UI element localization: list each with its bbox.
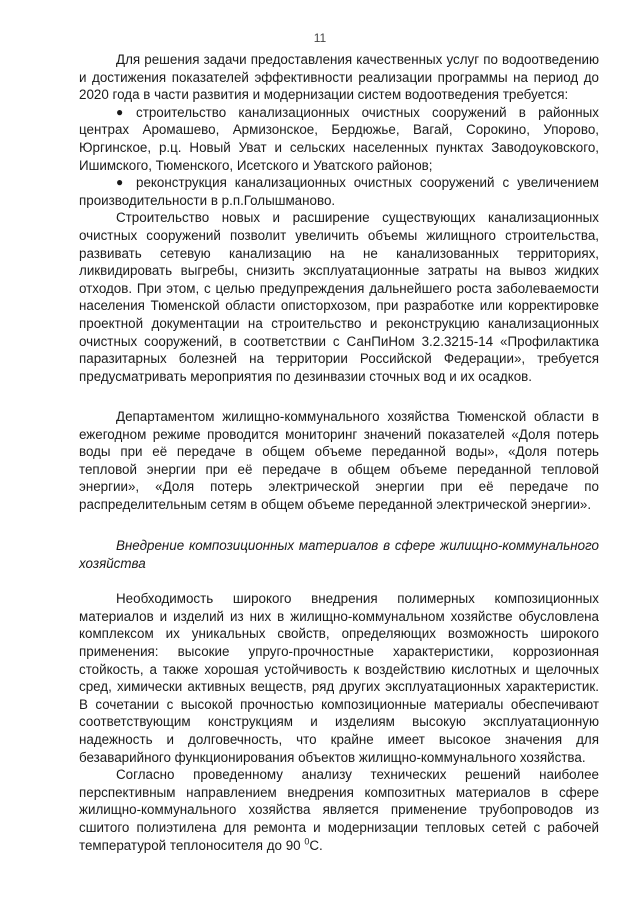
composites-paragraph: Необходимость широкого внедрения полимерных композиционных материалов и изделий из них в жилищно-коммунальном хозяйстве обусловлена комплексом их уникальных свойств, определяющих возможность широкого применения: высокие упруго-прочностные характеристики, коррозионная стойкость, а также хорошая устойчивость к воздействию кислотных и щелочных сред, химически активных веществ, ряд других эксплуатационных характеристик. В сочетании с высокой прочностью композиционные материалы обеспечивают соответствующим конструкциям и изделиям высокую эксплуатационную надежность и долговечность, что крайне имеет высокое значения для безаварийного функционирования объектов жилищно-коммунального хозяйства. xyxy=(79,591,599,765)
section-heading: Внедрение композиционных материалов в сфере жилищно-коммунального хозяйства xyxy=(79,538,599,571)
bullet-item xyxy=(79,174,599,209)
page-number: 11 xyxy=(313,31,327,45)
bullet-dot-icon: ● xyxy=(116,104,124,119)
intro-paragraph: Для решения задачи предоставления качественных услуг по водоотведению и достижения показателей эффективности реализации программы на период до 2020 года в части развития и модернизации систем водоотведения требуется: xyxy=(79,52,599,103)
analysis-paragraph xyxy=(79,766,599,854)
bullet-dot-icon: ● xyxy=(116,175,124,190)
section-wastewater xyxy=(79,51,599,385)
analysis-text: Согласно проведенному анализу технических решений наиболее перспективным направлением внедрения композитных материалов в сфере жилищно-коммунального хозяйства является применение трубопроводов из сшитого полиэтилена для ремонта и модернизации тепловых сетей с рабочей температурой теплоносителя до 90 xyxy=(79,767,599,853)
treatment-paragraph: Строительство новых и расширение существующих канализационных очистных сооружений позволит увеличить объемы жилищного строительства, развивать сетевую канализацию на не канализованных территориях, ликвидировать выгребы, снизить эксплуатационные затраты на вывоз жидких отходов. При этом, с целью предупреждения дальнейшего роста заболеваемости населения Тюменской области описторхозом, при разработке или корректировке проектной документации на строительство и реконструкцию канализационных очистных сооружений, в соответствии с СанПиНом 3.2.3215-14 «Профилактика паразитарных болезней на территории Российской Федерации», требуется предусматривать мероприятия по дезинвазии сточных вод и их осадков. xyxy=(79,210,599,384)
section-composites xyxy=(79,537,599,854)
bullet-text: строительство канализационных очистных сооружений в районных центрах Аромашево, Армизонское, Бердюжье, Вагай, Сорокино, Упорово, Юргинское, р.ц. Новый Уват и сельских населенных пунктах Заводоуковского, Ишимского, Тюменского, Исетского и Уватского районов; xyxy=(79,104,599,173)
degree-sign: 0 xyxy=(304,836,310,847)
monitoring-paragraph: Департаментом жилищно-коммунального хозяйства Тюменской области в ежегодном режиме проводится мониторинг значений показателей «Доля потерь воды при её передаче в общем объеме переданной воды», «Доля потерь тепловой энергии при её передаче в общем объеме переданной тепловой энергии», «Доля потерь электрической энергии при её передаче по распределительным сетям в общем объеме переданной электрической энергии». xyxy=(79,409,599,512)
celsius-unit: С. xyxy=(309,837,323,853)
bullet-text: реконструкция канализационных очистных сооружений с увеличением производительности в р.п.Голышманово. xyxy=(79,175,599,208)
bullet-item xyxy=(79,104,599,174)
section-monitoring xyxy=(79,408,599,514)
